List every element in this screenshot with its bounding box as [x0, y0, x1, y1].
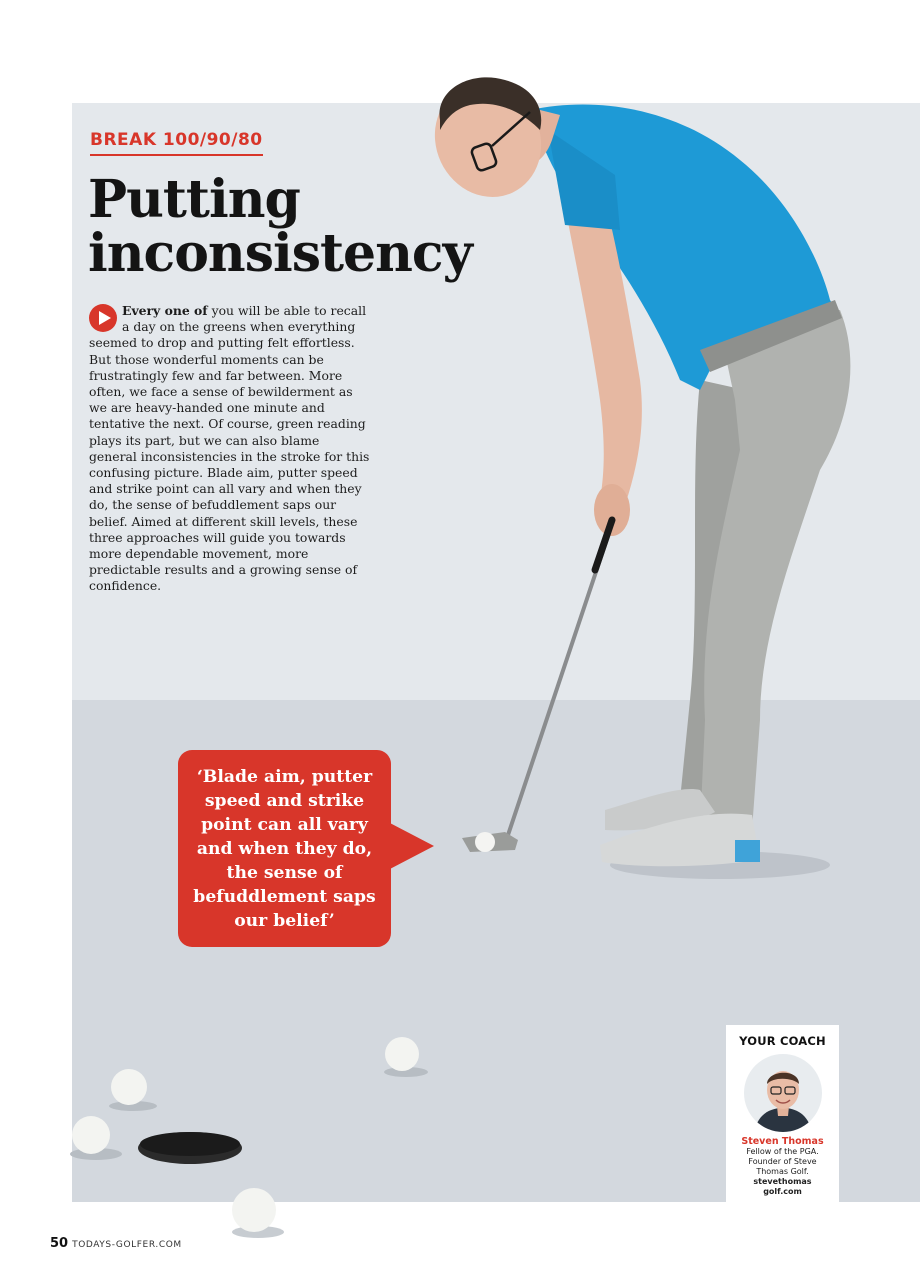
footer-site: TODAYS-GOLFER.COM — [72, 1240, 182, 1250]
section-kicker: BREAK 100/90/80 — [90, 130, 263, 156]
intro-body: you will be able to recall a day on the greens when everything seemed to drop and putting felt effortless. But those wonderful moments can be frustratingly few and far between. More often, we face a sense of bewilderment as we are heavy-handed one minute and tentative the next. Of course, green reading plays its part, but we can also blame general inconsistencies in the stroke for this confusing picture. Blade aim, putter speed and strike point can all vary and when they do, the sense of befuddlement saps our belief. Aimed at different skill levels, these three approaches will guide you towards more dependable movement, more predictable results and a growing sense of confidence. — [89, 303, 370, 594]
golfer-photo — [420, 75, 860, 895]
intro-paragraph — [89, 303, 371, 595]
coach-name: Steven Thomas — [741, 1136, 824, 1147]
coach-title: YOUR COACH — [739, 1034, 826, 1048]
page-footer — [50, 1236, 182, 1251]
coach-website-line-2: golf.com — [763, 1187, 802, 1196]
page-number: 50 — [50, 1236, 69, 1251]
golf-ball-at-putter — [475, 832, 495, 852]
coach-bio: Fellow of the PGA. Founder of Steve Thomas Golf. — [746, 1147, 819, 1176]
intro-lead-in: Every one of — [122, 303, 208, 318]
headline-line-1: Putting — [88, 169, 300, 230]
coach-avatar — [744, 1054, 822, 1132]
headline-line-2: inconsistency — [88, 223, 472, 284]
coach-website-line-1: stevethomas — [753, 1177, 812, 1186]
shoe-accent — [735, 840, 760, 862]
headline — [88, 169, 472, 284]
play-arrow-icon — [89, 304, 117, 332]
pull-quote: ‘Blade aim, putter speed and strike point can all vary and when they do, the sense of befuddlement saps our belief’ — [178, 750, 391, 947]
pull-quote-tail — [388, 822, 434, 870]
putter-shaft — [508, 530, 610, 835]
coach-box — [726, 1025, 839, 1203]
